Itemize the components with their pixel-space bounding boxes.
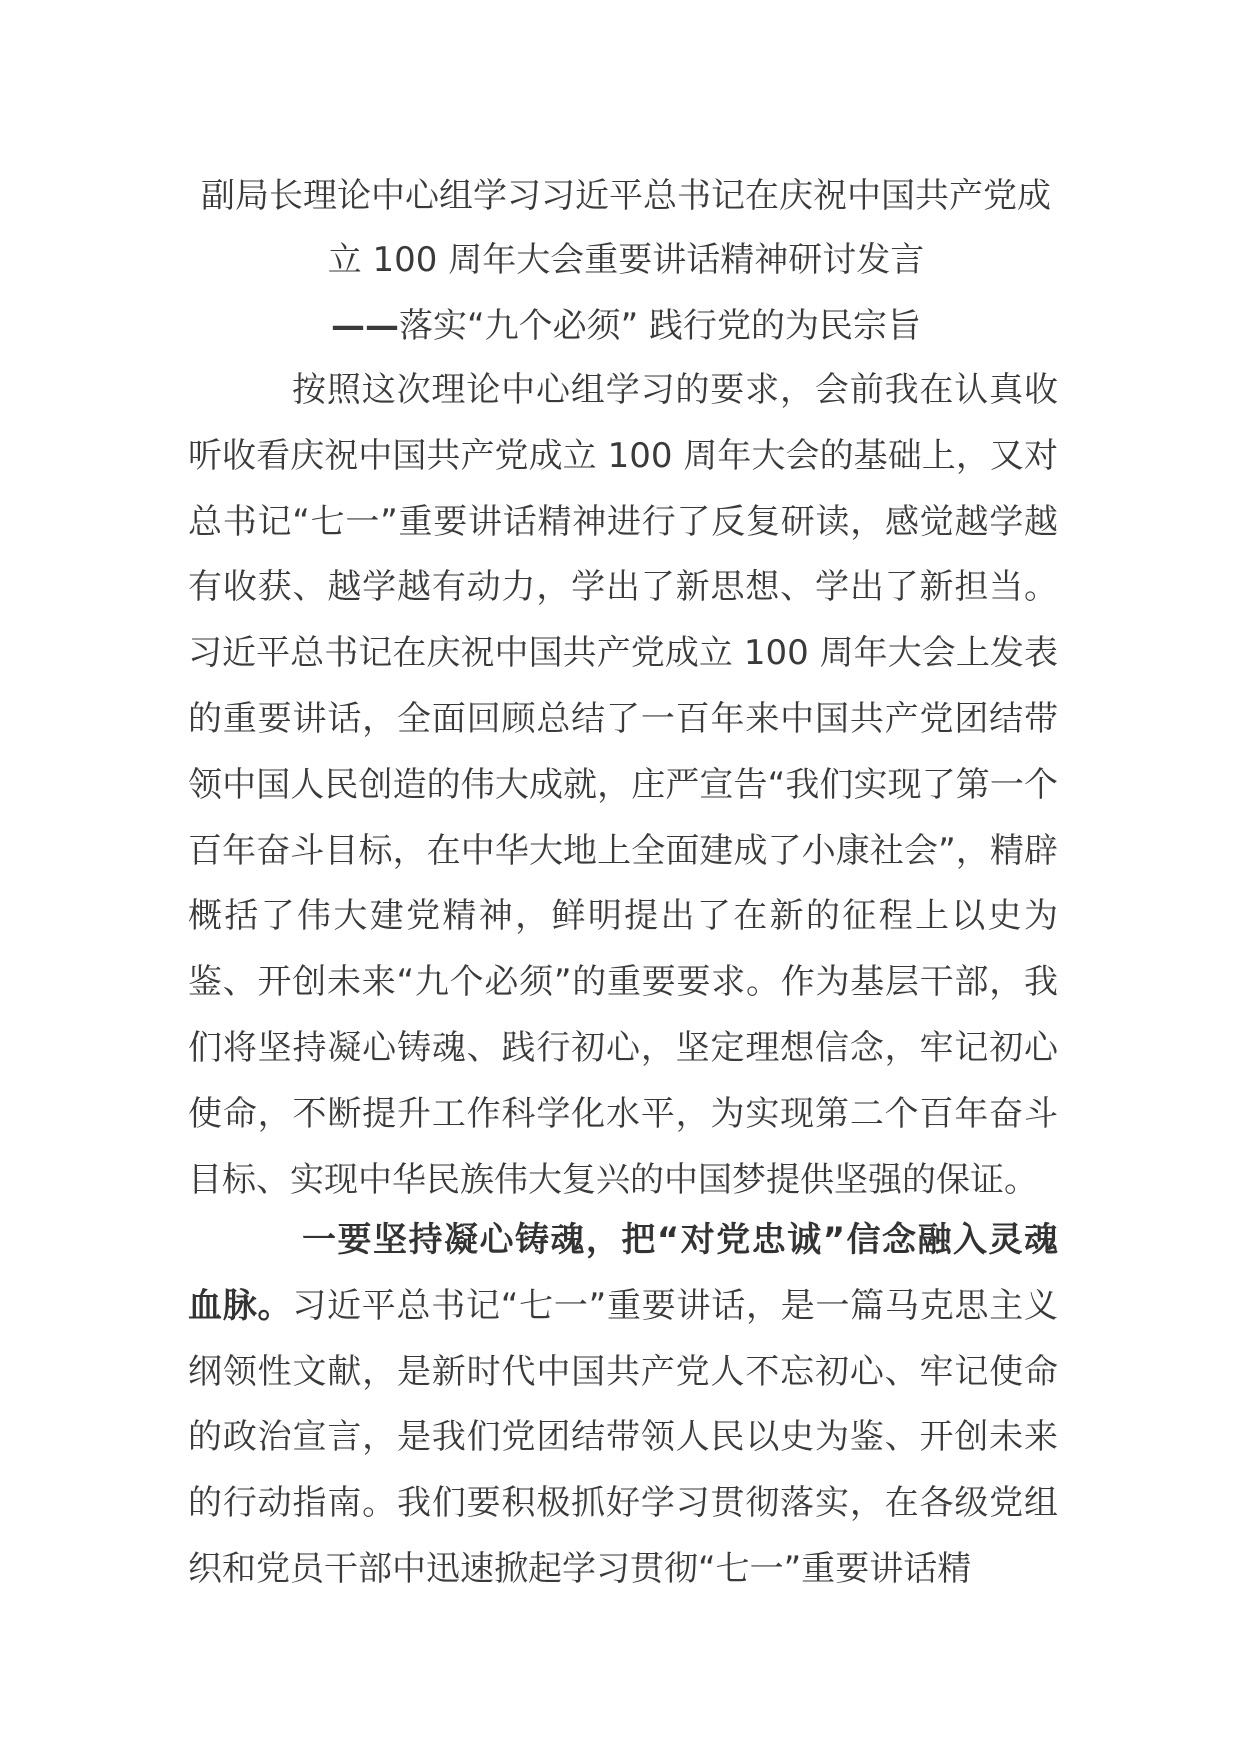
paragraph-2-lead: 一要坚持凝心铸魂，把“对党忠诚”信念融入灵魂血脉。 — [188, 1220, 1058, 1326]
paragraph-2-body: 习近平总书记“七一”重要讲话，是一篇马克思主义纲领性文献，是新时代中国共产党人不忘初心、牢记使命的政治宣言，是我们党团结带领人民以史为鉴、开创未来的行动指南。我们要积极抓好学习贯彻落实，在各级党组织和党员干部中迅速掀起学习贯彻“七一”重要讲话精 — [188, 1285, 1059, 1589]
subtitle-text: 落实“九个必须” 践行党的为民宗旨 — [398, 306, 922, 346]
document-subtitle — [186, 306, 1066, 346]
body-paragraph-1: 按照这次理论中心组学习的要求，会前我在认真收听收看庆祝中国共产党成立 100 周年大会的基础上，又对总书记“七一”重要讲话精神进行了反复研读，感觉越学越有收获、越学越有动力，学出了新思想、学出了新担当。习近平总书记在庆祝中国共产党成立 100 周年大会上发表的重要讲话，全面回顾总结了一百年来中国共产党团结带领中国人民创造的伟大成就，庄严宣告“我们实现了第一个百年奋斗目标，在中华大地上全面建成了小康社会”，精辟概括了伟大建党精神，鲜明提出了在新的征程上以史为鉴、开创未来“九个必须”的重要要求。作为基层干部，我们将坚持凝心铸魂、践行初心，坚定理想信念，牢记初心使命，不断提升工作科学化水平，为实现第二个百年奋斗目标、实现中华民族伟大复兴的中国梦提供坚强的保证。 — [188, 370, 1058, 1200]
document-title-line-1: 副局长理论中心组学习习近平总书记在庆祝中国共产党成 — [201, 176, 1051, 216]
document-title-line-2: 立 100 周年大会重要讲话精神研讨发言 — [327, 240, 925, 280]
body-paragraph-2 — [188, 1208, 1058, 1603]
subtitle-dash: —— — [330, 306, 399, 346]
